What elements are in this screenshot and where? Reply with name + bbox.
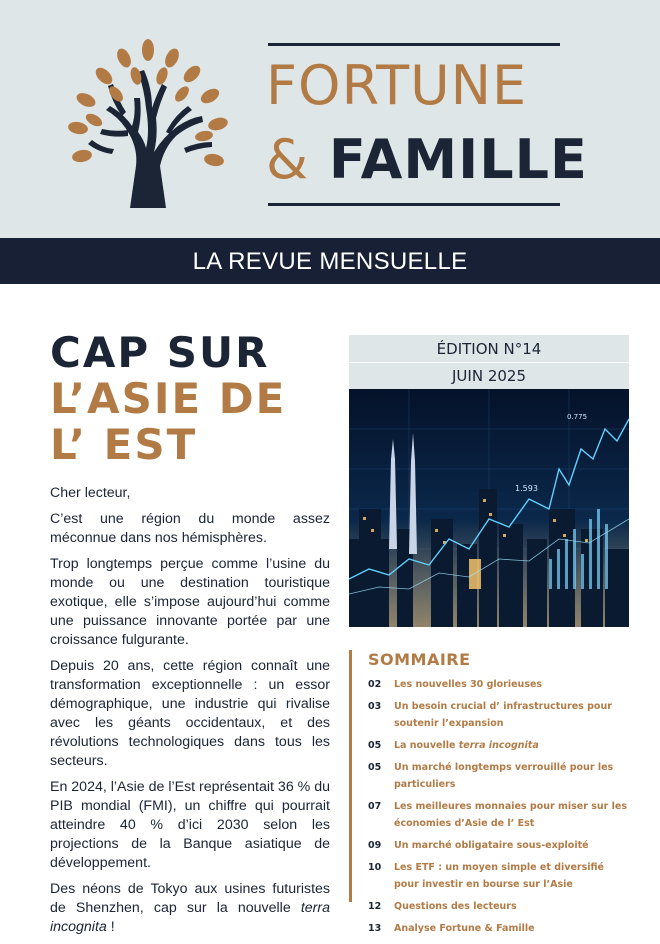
headline	[50, 330, 286, 468]
toc-item[interactable]	[368, 759, 630, 793]
paragraph-5-end: !	[106, 919, 115, 935]
toc-item[interactable]	[368, 737, 630, 754]
masthead-rule-top	[268, 43, 560, 46]
masthead	[0, 0, 660, 238]
toc-page: 09	[368, 840, 382, 851]
toc-page: 10	[368, 862, 382, 873]
toc-item[interactable]	[368, 798, 630, 832]
headline-line-3: L’ EST	[50, 420, 198, 469]
paragraph-4: En 2024, l’Asie de l’Est représentait 36 % du PIB mondial (FMI), un chiffre qui pourrait atteindre 40 % d’ici 2030 selon les projections de la Banque asiatique de développement.	[50, 779, 330, 871]
toc-title: Analyse Fortune & Famille	[394, 923, 535, 934]
brand-line-1: FORTUNE	[266, 54, 528, 117]
toc-title: Questions des lecteurs	[394, 901, 517, 912]
toc-title-pre: La nouvelle	[394, 740, 459, 751]
brand-line-2	[266, 128, 588, 192]
toc-item[interactable]	[368, 898, 630, 915]
toc-page: 07	[368, 801, 382, 812]
paragraph-5-start: Des néons de Tokyo aux usines futuristes de Shenzhen, cap sur la nouvelle	[50, 881, 330, 916]
toc-item[interactable]	[368, 676, 630, 693]
sommaire-title: SOMMAIRE	[368, 650, 471, 669]
toc-item[interactable]	[368, 698, 630, 732]
toc-title: Les nouvelles 30 glorieuses	[394, 679, 543, 690]
edition-date: JUIN 2025	[452, 367, 526, 385]
toc-page: 13	[368, 923, 382, 934]
toc-page: 03	[368, 701, 382, 712]
photo-label-1: 0.775	[567, 413, 588, 421]
greeting: Cher lecteur,	[50, 485, 131, 501]
toc-title: Un besoin crucial d’ infrastructures pour soutenir l’expansion	[394, 701, 612, 729]
paragraph-1: C’est une région du monde assez méconnue dans nos hémisphères.	[50, 511, 330, 546]
tagline-band	[0, 238, 660, 284]
headline-line-2: L’ASIE DE	[50, 374, 287, 423]
toc-title: Un marché longtemps verrouillé pour les particuliers	[394, 762, 614, 790]
edition-box	[349, 335, 629, 389]
paragraph-5	[50, 880, 330, 937]
toc-page: 05	[368, 740, 382, 751]
sommaire	[349, 650, 632, 934]
tree-logo-icon	[66, 36, 230, 208]
toc-page: 12	[368, 901, 382, 912]
toc-list	[368, 676, 630, 942]
skyline-chart-image	[349, 389, 629, 627]
toc-title	[394, 737, 630, 754]
edition-separator	[349, 362, 629, 363]
toc-item[interactable]	[368, 837, 630, 854]
paragraph-2: Trop longtemps perçue comme l’usine du monde ou une destination touristique exotique, elle s’impose aujourd’hui comme une puissance innovante portée par une croissance fulgurante.	[50, 556, 330, 648]
editorial-body	[50, 484, 330, 944]
brand-ampersand: &	[266, 128, 310, 191]
paragraph-3: Depuis 20 ans, cette région connaît une transformation exceptionnelle : un essor démographique, une industrie qui rivalise avec les géants occidentaux, et des révolutions technologiques dans tous les secteurs.	[50, 658, 330, 769]
paragraph-5-italic: terra incognita	[50, 900, 330, 935]
toc-title-italic: terra incognita	[458, 740, 539, 751]
toc-item[interactable]	[368, 859, 630, 893]
toc-title: Les ETF : un moyen simple et diversifié pour investir en bourse sur l’Asie	[394, 862, 604, 890]
masthead-rule-bottom	[268, 203, 560, 206]
headline-line-1: CAP SUR	[50, 328, 270, 377]
toc-page: 05	[368, 762, 382, 773]
cover-photo	[349, 389, 629, 627]
photo-label-2: 1.593	[515, 484, 538, 493]
toc-item[interactable]	[368, 920, 630, 937]
brand-famille: FAMILLE	[328, 128, 588, 191]
toc-title: Un marché obligataire sous-exploité	[394, 840, 589, 851]
tagline: LA REVUE MENSUELLE	[192, 248, 468, 275]
toc-page: 02	[368, 679, 382, 690]
toc-title: Les meilleures monnaies pour miser sur les économies d’Asie de l’ Est	[394, 801, 627, 829]
edition-number: ÉDITION N°14	[436, 340, 542, 358]
